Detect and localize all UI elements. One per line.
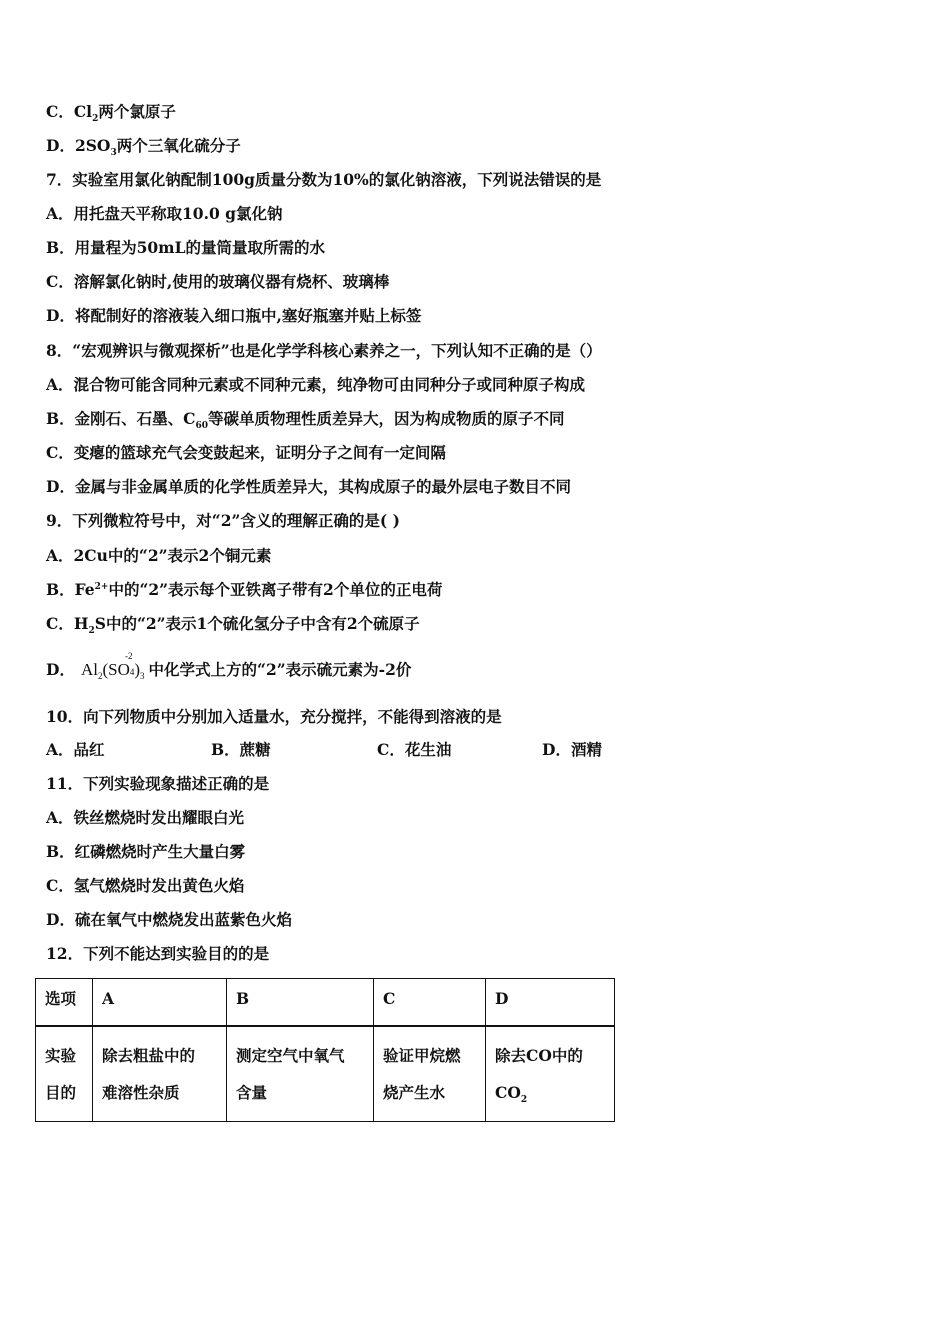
q11-option-c: C．氢气燃烧时发出黄色火焰 [46, 876, 245, 895]
table-cell-a [93, 1026, 227, 1122]
q6-option-c-text: 两个氯原子 [98, 102, 176, 121]
q9-option-d-prefix: D． [46, 660, 75, 679]
q9-option-c-prefix: C．H [46, 614, 89, 633]
q9-option-b-prefix: B．Fe [46, 580, 95, 599]
q11-option-b: B．红磷燃烧时产生大量白雾 [46, 842, 246, 861]
table-header-cell: A [93, 979, 227, 1027]
q9-option-a: A．2Cu中的“2”表示2个铜元素 [46, 546, 272, 565]
q10-option-a: A．品红 [46, 740, 105, 759]
formula-al: Al [80, 660, 98, 679]
table-header-row [36, 979, 615, 1027]
q10-stem: 10．向下列物质中分别加入适量水，充分搅拌，不能得到溶液的是 [46, 707, 502, 726]
formula-so: SO [108, 660, 130, 679]
table-cell-b [227, 1026, 374, 1122]
cell-line: 测定空气中氧气 [236, 1046, 345, 1065]
formula-valence: -2 [124, 651, 133, 661]
row-label-line: 实验 [45, 1046, 77, 1065]
q8-option-c: C．变瘪的篮球充气会变鼓起来，证明分子之间有一定间隔 [46, 443, 446, 462]
q9-option-d-text: 中化学式上方的“2”表示硫元素为-2价 [148, 660, 412, 679]
formula-al-subscript: 2 [97, 671, 103, 681]
cell-line: 除去粗盐中的 [102, 1046, 196, 1065]
q6-option-c-prefix: C．Cl [46, 102, 93, 121]
q10-option-c: C．花生油 [377, 740, 452, 759]
q8-option-b-prefix: B．金刚石、石墨、C [46, 409, 196, 428]
q8-stem: 8．“宏观辨识与微观探析”也是化学学科核心素养之一，下列认知不正确的是（） [46, 341, 602, 360]
q7-option-d: D．将配制好的溶液装入细口瓶中,塞好瓶塞并贴上标签 [46, 306, 422, 325]
q7-option-c: C．溶解氯化钠时,使用的玻璃仪器有烧杯、玻璃棒 [46, 272, 390, 291]
q7-option-b: B．用量程为50mL的量筒量取所需的水 [46, 238, 325, 257]
table-cell-d [486, 1026, 615, 1122]
superscript: 2+ [94, 581, 109, 592]
q9-stem: 9．下列微粒符号中，对“2”含义的理解正确的是( ) [46, 511, 400, 530]
q9-option-b [46, 580, 442, 600]
cell-line: CO [495, 1083, 521, 1102]
table-header-cell: B [227, 979, 374, 1027]
q6-option-d-prefix: D．2SO [46, 136, 111, 155]
experiment-table [35, 978, 615, 1122]
table-header-cell: 选项 [36, 979, 93, 1027]
q6-option-d [46, 136, 241, 159]
q6-option-d-text: 两个三氧化硫分子 [116, 136, 241, 155]
q9-option-b-text: 中的“2”表示每个亚铁离子带有2个单位的正电荷 [108, 580, 443, 599]
subscript: 2 [92, 114, 99, 125]
subscript: 2 [88, 626, 95, 637]
q12-stem: 12．下列不能达到实验目的的是 [46, 944, 270, 963]
cell-line: 除去CO中的 [495, 1046, 583, 1065]
q9-option-c [46, 614, 420, 637]
subscript: 60 [195, 421, 208, 432]
table-row [36, 1026, 615, 1122]
row-label-line: 目的 [45, 1083, 77, 1102]
q10-option-b: B．蔗糖 [211, 740, 271, 759]
q9-option-c-text: S中的“2”表示1个硫化氢分子中含有2个硫原子 [94, 614, 420, 633]
q8-option-b-text: 等碳单质物理性质差异大，因为构成物质的原子不同 [207, 409, 565, 428]
q11-option-d: D．硫在氧气中燃烧发出蓝紫色火焰 [46, 910, 292, 929]
cell-line: 烧产生水 [383, 1083, 446, 1102]
subscript: 2 [520, 1095, 528, 1106]
cell-line: 含量 [236, 1083, 268, 1102]
q6-option-c [46, 102, 176, 125]
q11-option-a: A．铁丝燃烧时发出耀眼白光 [46, 808, 245, 827]
table-cell-c [374, 1026, 486, 1122]
cell-line: 难溶性杂质 [102, 1083, 180, 1102]
table-header-cell: C [374, 979, 486, 1027]
q7-option-a: A．用托盘天平称取10.0 g氯化钠 [46, 204, 283, 223]
q9-option-d [46, 651, 412, 682]
cell-line: 验证甲烷燃 [383, 1046, 461, 1065]
q11-stem: 11．下列实验现象描述正确的是 [46, 774, 270, 793]
q7-stem: 7．实验室用氯化钠配制100g质量分数为10%的氯化钠溶液，下列说法错误的是 [46, 170, 602, 189]
q8-option-a: A．混合物可能含同种元素或不同种元素，纯净物可由同种分子或同种原子构成 [46, 375, 586, 394]
q8-option-d: D．金属与非金属单质的化学性质差异大，其构成原子的最外层电子数目不同 [46, 477, 571, 496]
sulfate-formula: $Al_2(SO4)_3$ -2 [81, 660, 145, 682]
q10-option-d: D．酒精 [542, 740, 602, 759]
formula-so-subscript: 4 [129, 667, 135, 677]
subscript: 3 [110, 148, 117, 159]
q8-option-b [46, 409, 565, 432]
table-header-cell: D [486, 979, 615, 1027]
formula-paren-subscript: 3 [140, 671, 145, 681]
table-cell-label [36, 1026, 93, 1122]
